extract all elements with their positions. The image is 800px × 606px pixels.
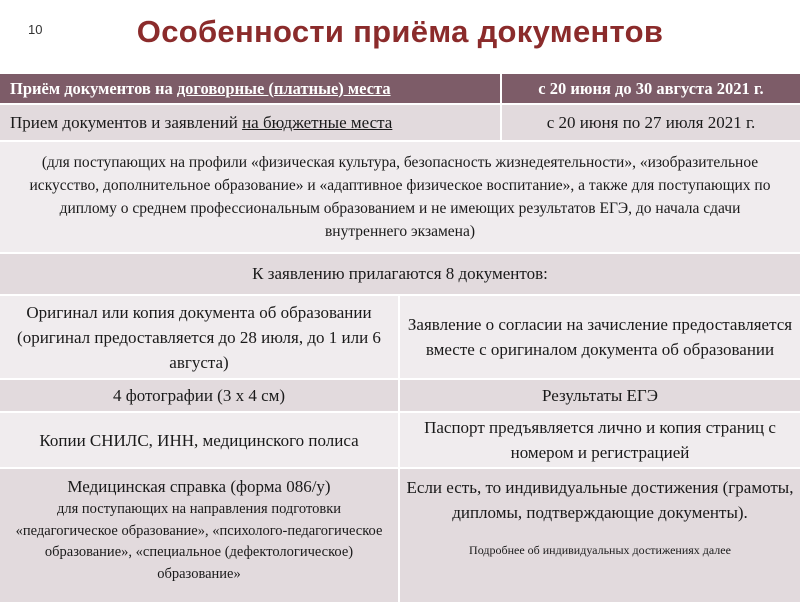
doc-passport: Паспорт предъявляется лично и копия страниц с номером и регистрацией [398,413,800,467]
paid-label-prefix: Приём документов на [10,78,173,98]
documents-header-row [0,254,800,296]
doc-photos: 4 фотографии (3 х 4 см) [112,385,286,405]
budget-places-label [0,105,500,140]
doc-ege: Результаты ЕГЭ [398,380,800,411]
paid-places-dates: с 20 июня до 30 августа 2021 г. [500,74,800,103]
budget-places-dates: с 20 июня по 27 июля 2021 г. [500,105,800,140]
doc-consent: Заявление о согласии на зачисление предоставляется вместе с оригиналом документа об образовании [398,296,800,378]
slide-number: 10 [28,22,43,37]
doc-achievements-text: Если есть, то индивидуальные достижения (грамоты, дипломы, подтверждающие документы). [406,478,794,522]
admission-note: (для поступающих на профили «физическая культура, безопасность жизнедеятельности», «изобразительное искусство, дополнительное образование» и «адаптивное физическое воспитание», а также для поступающих по диплому о среднем профессиональным образованием и не имеющих результатов ЕГЭ, до начала сдачи внутреннего экзамена) [29,154,771,240]
doc-snils: Копии СНИЛС, ИНН, медицинского полиса [39,430,359,450]
budget-places-link[interactable]: на бюджетные места [242,112,393,132]
documents-row-3 [0,413,800,469]
doc-education: Оригинал или копия документа об образовании (оригинал предоставляется до 28 июля, до 1 или 6 августа) [17,302,381,372]
doc-medical-details: для поступающих на направления подготовки «педагогическое образование», «психолого-педагогическое образование», «специальное (дефектологическое) образование» [15,501,383,582]
note-row [0,142,800,254]
admission-table [0,74,800,602]
doc-achievements [398,469,800,602]
budget-places-row [0,105,800,142]
budget-label-prefix: Прием документов и заявлений [10,112,238,132]
paid-places-label [0,74,500,103]
page-title: Особенности приёма документов [136,14,664,49]
documents-row-4 [0,469,800,602]
documents-row-1 [0,296,800,380]
paid-places-row [0,74,800,105]
achievements-note: Подробнее об индивидуальных достижениях далее [469,543,731,557]
paid-places-link[interactable]: договорные (платные) места [176,78,391,98]
documents-header: К заявлению прилагаются 8 документов: [252,264,548,283]
doc-medical-title: Медицинская справка (форма 086/у) [67,477,331,496]
doc-medical [0,469,398,602]
documents-row-2 [0,380,800,413]
